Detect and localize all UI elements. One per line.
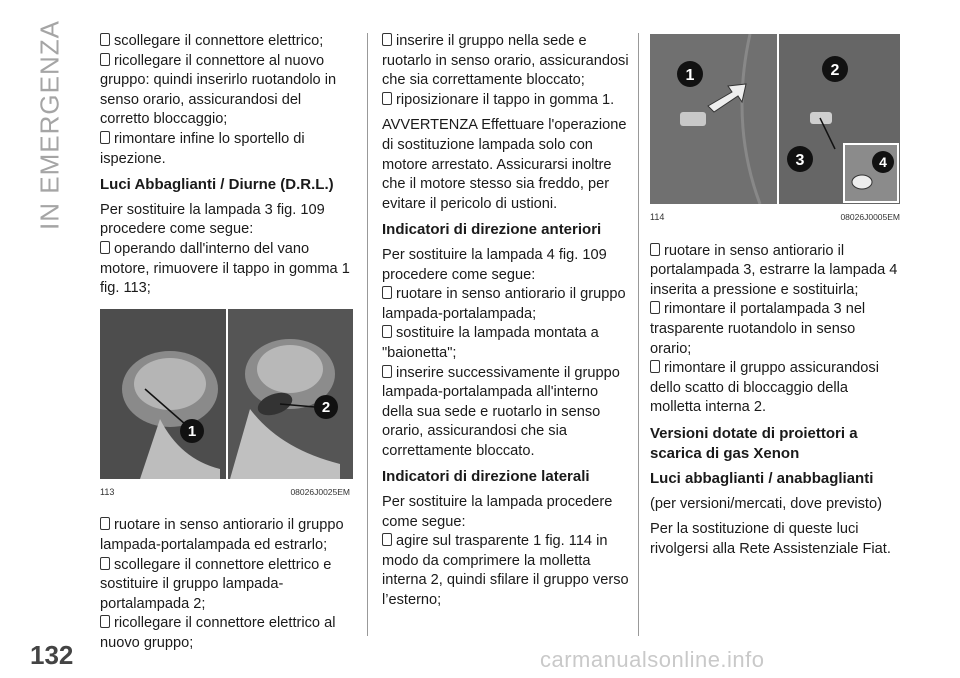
section-heading: Versioni dotate di proiettori a scarica di gas Xenon [650,424,858,462]
callout-2: 2 [321,398,331,416]
column-divider [367,33,368,636]
figure-113 [100,309,350,503]
figure-number: 114 [650,212,665,222]
section-title [30,20,70,230]
section-heading: Indicatori di direzione anteriori [382,221,602,239]
paragraph: Per sostituire la lampada procedere come segue: [382,494,613,530]
section-heading: Luci abbaglianti / anabbaglianti [650,470,874,488]
bullet-item: ruotare in senso antiorario il gruppo lampada-portalampada ed estrarlo; [100,516,350,555]
bullet-item: agire sul trasparente 1 fig. 114 in modo da comprimere la molletta interna 2, quindi sfilare il gruppo verso l’esterno; [382,532,632,610]
bullet-item: riposizionare il tappo in gomma 1. [382,91,632,111]
figure-code: 08026J0005EM [840,212,900,222]
bullet-item: operando dall'interno del vano motore, rimuovere il tappo in gomma 1 fig. 113; [100,240,350,299]
page-number: 132 [30,640,74,670]
engine-bay-illustration [100,309,353,479]
bullet-item: ricollegare il connettore elettrico al nuovo gruppo; [100,614,350,653]
section-title-text: IN EMERGENZA [34,20,65,230]
callout-2: 2 [830,62,840,79]
column-1 [100,32,350,653]
figure-114 [650,34,900,228]
figure-caption [650,208,900,228]
callout-4: 4 [879,154,887,170]
column-2 [382,32,632,611]
paragraph: Per sostituire la lampada 4 fig. 109 procedere come segue: [382,246,607,283]
section-heading: Indicatori di direzione laterali [382,468,590,486]
paragraph: Per sostituire la lampada 3 fig. 109 procedere come segue: [100,201,325,238]
figure-caption [100,483,350,503]
figure-number: 113 [100,486,115,497]
bullet-item: ruotare in senso antiorario il portalampada 3, estrarre la lampada 4 inserita a pressione e sostituirla; [650,242,900,301]
bullet-item: ruotare in senso antiorario il gruppo lampada-portalampada; [382,285,632,324]
bullet-item: inserire il gruppo nella sede e ruotarlo in senso orario, assicurandosi che sia correttamente bloccato; [382,32,632,91]
bullet-item: ricollegare il connettore al nuovo gruppo: quindi inserirlo ruotandolo in senso orario, assicurandosi del corretto bloccaggio; [100,52,350,130]
bullet-item: scollegare il connettore elettrico; [100,32,350,52]
bullet-item: rimontare il gruppo assicurandosi dello scatto di bloccaggio della molletta interna 2. [650,359,900,418]
bullet-item: sostituire la lampada montata a "baionetta"; [382,324,632,363]
callout-1: 1 [685,67,695,84]
column-divider [638,33,639,636]
callout-1: 1 [187,422,197,440]
paragraph: Per la sostituzione di queste luci rivolgersi alla Rete Assistenziale Fiat. [650,521,891,557]
site-watermark: carmanualsonline.info [540,647,765,672]
callout-3: 3 [795,152,805,169]
bullet-item: inserire successivamente il gruppo lampada-portalampada all'interno della sua sede e ruotarlo in senso orario, assicurandosi che sia correttamente bloccato. [382,364,632,462]
bullet-item: rimontare il portalampada 3 nel trasparente ruotandolo in senso orario; [650,300,900,359]
bullet-item: scollegare il connettore elettrico e sostituire il gruppo lampada-portalampada 2; [100,556,350,615]
warning-paragraph: AVVERTENZA Effettuare l'operazione di sostituzione lampada solo con motore arrestato. Assicurarsi inoltre che il motore stesso sia freddo, per evitare il pericolo di ustioni. [382,117,627,212]
bullet-item: rimontare infine lo sportello di ispezione. [100,130,350,169]
column-3 [650,32,900,560]
side-indicator-illustration [650,34,900,204]
section-heading: Luci Abbaglianti / Diurne (D.R.L.) [100,176,334,194]
figure-code: 08026J0025EM [290,486,350,497]
paragraph: (per versioni/mercati, dove previsto) [650,495,882,512]
